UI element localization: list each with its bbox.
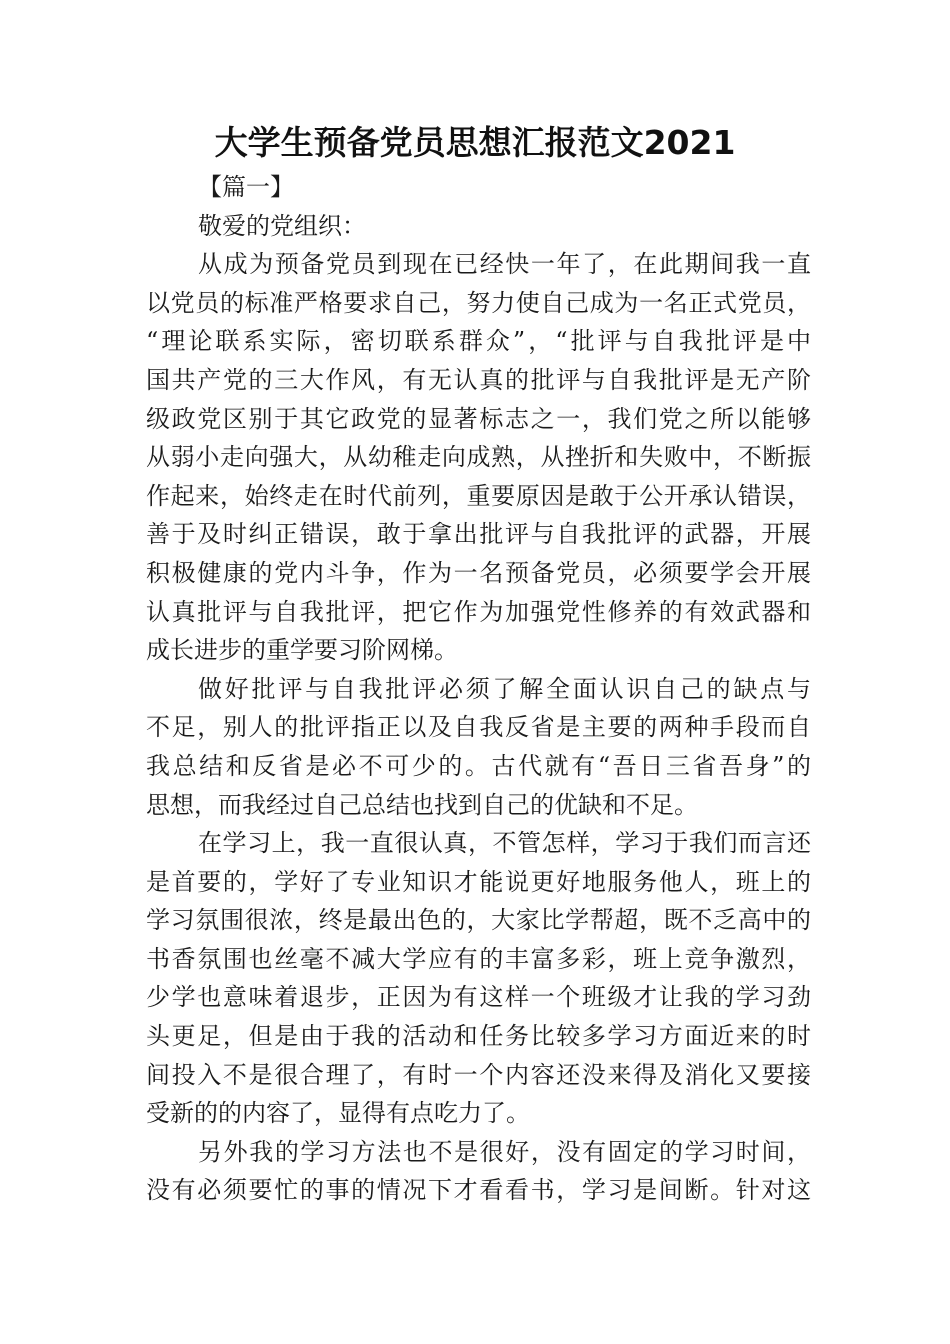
paragraph-2: [146, 670, 811, 824]
document-title: 大学生预备党员思想汇报范文2021: [214, 123, 736, 162]
paragraph-line: 受新的的内容了，显得有点吃力了。: [146, 1099, 530, 1128]
paragraph-line: 从弱小走向强大，从幼稚走向成熟，从挫折和失败中，不断振: [146, 443, 811, 472]
paragraph-line: 没有必须要忙的事的情况下才看看书，学习是间断。针对这: [146, 1176, 811, 1205]
paragraph-line: 做好批评与自我批评必须了解全面认识自己的缺点与: [198, 674, 811, 703]
paragraph-line: 头更足，但是由于我的活动和任务比较多学习方面近来的时: [146, 1022, 811, 1051]
paragraph-line: 积极健康的党内斗争，作为一名预备党员，必须要学会开展: [146, 558, 811, 587]
paragraph-line: 另外我的学习方法也不是很好，没有固定的学习时间，: [198, 1137, 811, 1166]
paragraph-line: 思想，而我经过自己总结也找到自己的优缺和不足。: [146, 790, 698, 819]
paragraph-line: 级政党区别于其它政党的显著标志之一，我们党之所以能够: [146, 404, 811, 433]
salutation: 敬爱的党组织：: [198, 211, 366, 240]
paragraph-line: 书香氛围也丝毫不减大学应有的丰富多彩，班上竞争激烈，: [146, 944, 811, 973]
paragraph-line: 不足，别人的批评指正以及自我反省是主要的两种手段而自: [146, 713, 811, 742]
paragraph-line: 以党员的标准严格要求自己，努力使自己成为一名正式党员，: [146, 288, 811, 317]
paragraph-line: 成长进步的重学要习阶网梯。: [146, 636, 458, 665]
paragraph-line: 作起来，始终走在时代前列，重要原因是敢于公开承认错误，: [146, 481, 811, 510]
paragraph-line: 少学也意味着退步，正因为有这样一个班级才让我的学习劲: [146, 983, 811, 1012]
paragraph-line: 认真批评与自我批评，把它作为加强党性修养的有效武器和: [146, 597, 811, 626]
section-label: 【篇一】: [198, 173, 294, 201]
paragraph-line: 在学习上，我一直很认真，不管怎样，学习于我们而言还: [198, 829, 811, 858]
paragraph-line: 国共产党的三大作风，有无认真的批评与自我批评是无产阶: [146, 365, 811, 394]
paragraph-line: 学习氛围很浓，终是最出色的，大家比学帮超，既不乏高中的: [146, 906, 811, 935]
paragraph-line: “理论联系实际，密切联系群众”，“批评与自我批评是中: [146, 327, 811, 356]
document-body: [146, 168, 811, 1210]
paragraph-3: [146, 824, 811, 1133]
paragraph-1: [146, 245, 811, 670]
paragraph-line: 是首要的，学好了专业知识才能说更好地服务他人，班上的: [146, 867, 811, 896]
paragraph-4: [146, 1133, 811, 1210]
paragraph-line: 我总结和反省是必不可少的。古代就有“吾日三省吾身”的: [146, 751, 811, 780]
paragraph-line: 从成为预备党员到现在已经快一年了，在此期间我一直: [198, 250, 811, 279]
paragraph-line: 间投入不是很合理了，有时一个内容还没来得及消化又要接: [146, 1060, 811, 1089]
paragraph-line: 善于及时纠正错误，敢于拿出批评与自我批评的武器，开展: [146, 520, 811, 549]
